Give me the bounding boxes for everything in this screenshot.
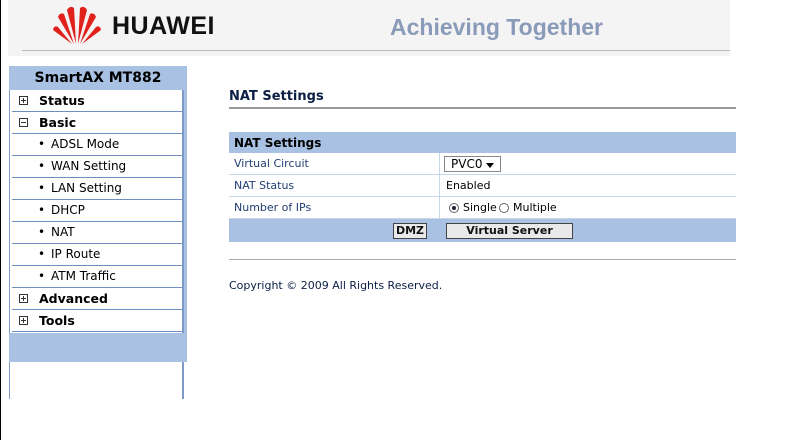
sidebar-item-label: DHCP <box>51 203 85 217</box>
sidebar-item-adsl-mode[interactable] <box>12 134 182 156</box>
virtual-circuit-row <box>229 153 736 175</box>
bullet-icon: • <box>38 225 46 239</box>
expand-plus-icon[interactable] <box>19 96 28 105</box>
sidebar-footer <box>9 333 187 362</box>
virtual-server-button[interactable]: Virtual Server <box>446 223 573 239</box>
single-radio-label[interactable]: Single <box>463 201 497 214</box>
bullet-icon: • <box>38 181 46 195</box>
sidebar-item-label: Tools <box>39 313 75 328</box>
sidebar-item-basic[interactable] <box>12 112 182 134</box>
page-title: NAT Settings <box>229 89 324 104</box>
number-of-ips-row <box>229 197 736 219</box>
bullet-icon: • <box>38 137 46 151</box>
window-left-border <box>0 0 1 440</box>
virtual-circuit-select[interactable] <box>444 156 501 172</box>
sidebar-item-label: ATM Traffic <box>51 269 116 283</box>
tagline: Achieving Together <box>390 14 603 40</box>
collapse-minus-icon[interactable] <box>19 118 28 127</box>
sidebar-item-status[interactable] <box>12 90 182 112</box>
sidebar-item-label: LAN Setting <box>51 181 122 195</box>
sidebar-item-label: Status <box>39 93 85 108</box>
header-banner <box>8 0 730 56</box>
nat-status-label: NAT Status <box>234 179 295 192</box>
bullet-icon: • <box>38 159 46 173</box>
nat-status-row <box>229 175 736 197</box>
sidebar-item-label: ADSL Mode <box>51 137 120 151</box>
sidebar-item-nat[interactable] <box>12 222 182 244</box>
sidebar-item-label: NAT <box>51 225 75 239</box>
brand-name: HUAWEI <box>112 12 215 40</box>
sidebar-item-dhcp[interactable] <box>12 200 182 222</box>
expand-plus-icon[interactable] <box>19 294 28 303</box>
sidebar-item-label: WAN Setting <box>51 159 127 173</box>
header-divider <box>22 50 730 51</box>
sidebar-item-wan-setting[interactable] <box>12 156 182 178</box>
nat-status-value: Enabled <box>446 179 491 192</box>
title-divider <box>229 107 736 109</box>
sidebar-item-advanced[interactable] <box>12 288 182 310</box>
copyright-text: Copyright © 2009 All Rights Reserved. <box>229 279 443 292</box>
huawei-logo-icon <box>52 4 102 44</box>
sidebar-item-label: Advanced <box>39 291 108 306</box>
sidebar-item-ip-route[interactable] <box>12 244 182 266</box>
nat-settings-panel <box>229 132 736 242</box>
sidebar-item-lan-setting[interactable] <box>12 178 182 200</box>
sidebar-item-label: Basic <box>39 115 77 130</box>
multiple-radio[interactable] <box>499 203 509 213</box>
sidebar-item-atm-traffic[interactable] <box>12 266 182 288</box>
sidebar-item-tools[interactable] <box>12 310 182 332</box>
footer-divider <box>229 259 736 260</box>
single-radio[interactable] <box>449 203 459 213</box>
column-divider <box>439 175 440 197</box>
dmz-button[interactable]: DMZ <box>393 223 427 239</box>
virtual-circuit-label: Virtual Circuit <box>234 157 309 170</box>
sidebar-item-label: IP Route <box>51 247 101 261</box>
bullet-icon: • <box>38 269 46 283</box>
column-divider <box>439 197 440 219</box>
select-value: PVC0 <box>451 157 483 171</box>
column-divider <box>439 153 440 175</box>
dropdown-arrow-icon[interactable] <box>486 163 494 168</box>
bullet-icon: • <box>38 203 46 217</box>
multiple-radio-label[interactable]: Multiple <box>513 201 557 214</box>
expand-plus-icon[interactable] <box>19 316 28 325</box>
bullet-icon: • <box>38 247 46 261</box>
device-model: SmartAX MT882 <box>34 70 162 86</box>
panel-heading: NAT Settings <box>234 136 322 150</box>
number-of-ips-label: Number of IPs <box>234 201 312 214</box>
sidebar <box>9 66 187 362</box>
